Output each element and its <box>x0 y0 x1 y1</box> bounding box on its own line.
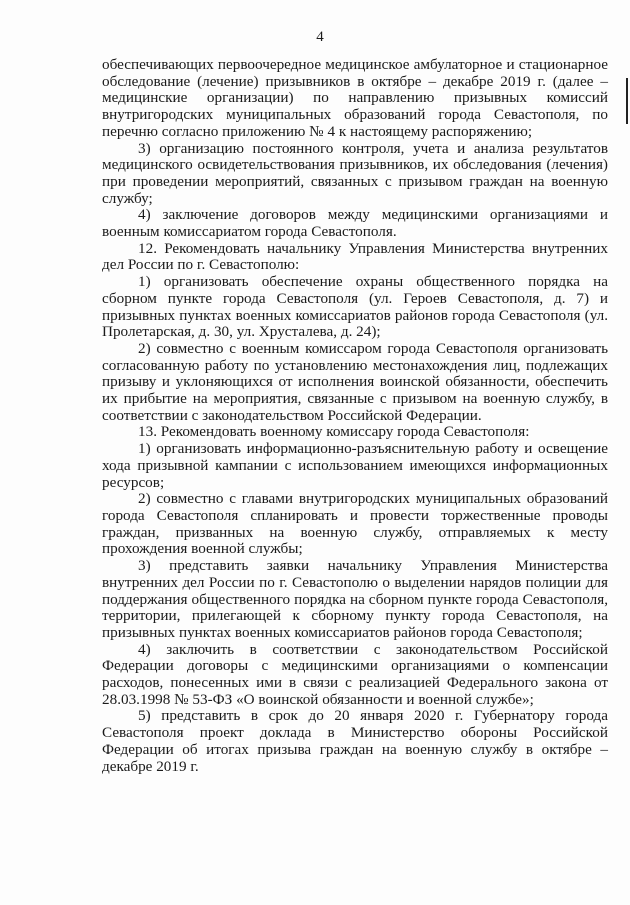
paragraph-13-item-4: 4) заключить в соответствии с законодательством Российской Федерации договоры с медицинскими организациями о компенсации расходов, понесенных ими в связи с реализацией Федерального закона от 28.03.1998 № 53-ФЗ «О воинской обязанности и военной службе»; <box>102 640 608 708</box>
paragraph-13-item-5: 5) представить в срок до 20 января 2020 г. Губернатору города Севастополя проект доклада в Министерство обороны Российской Федерации об итогах призыва граждан на военную службу в октябре – декабре 2019 г. <box>102 707 608 775</box>
document-body <box>102 57 608 775</box>
paragraph-13-military-commissar: 13. Рекомендовать военному комиссару города Севастополя: <box>138 423 530 441</box>
paragraph-12-item-1: 1) организовать обеспечение охраны общественного порядка на сборном пункте города Севастополя (ул. Героев Севастополя, д. 7) и призывных пунктах военных комиссариатов районов города Севастополя (ул. Пролетарская, д. 30, ул. Хрусталева, д. 24); <box>102 273 608 341</box>
paragraph-13-item-2: 2) совместно с главами внутригородских муниципальных образований города Севастополя спланировать и провести торжественные проводы граждан, призванных на военную службу, отправляемых к месту прохождения военной службы; <box>102 490 608 558</box>
paragraph-12-police: 12. Рекомендовать начальнику Управления Министерства внутренних дел России по г. Севастополю: <box>102 239 608 274</box>
page-number: 4 <box>316 29 324 45</box>
scan-edge-mark <box>626 78 628 124</box>
paragraph-continuation: обеспечивающих первоочередное медицинское амбулаторное и стационарное обследование (лечение) призывников в октябре – декабре 2019 г. (далее – медицинские организации) по направлению призывных комиссий внутригородских муниципальных образований города Севастополя, по перечню согласно приложению № 4 к настоящему распоряжению; <box>102 56 608 140</box>
paragraph-12-item-2: 2) совместно с военным комиссаром города Севастополя организовать согласованную работу по установлению местонахождения лиц, подлежащих призыву и уклоняющихся от исполнения воинской обязанности, обеспечить их прибытие на мероприятия, связанные с призывом на военную службу, в соответствии с законодательством Российской Федерации. <box>102 339 608 424</box>
paragraph-item-4-contracts: 4) заключение договоров между медицинскими организациями и военным комиссариатом города Севастополя. <box>102 206 608 241</box>
paragraph-13-item-1: 1) организовать информационно-разъяснительную работу и освещение хода призывной кампании с использованием имеющихся информационных ресурсов; <box>102 440 608 491</box>
paragraph-13-item-3: 3) представить заявки начальнику Управления Министерства внутренних дел России по г. Севастополю о выделении нарядов полиции для поддержания общественного порядка на сборном пункте города Севастополя, территории, прилегающей к сборному пункту города Севастополя, на призывных пунктах военных комиссариатов районов города Севастополя; <box>102 557 608 641</box>
paragraph-item-3-monitoring: 3) организацию постоянного контроля, учета и анализа результатов медицинского освидетельствования призывников, их обследования (лечения) при проведении мероприятий, связанных с призывом граждан на военную службу; <box>102 139 608 207</box>
